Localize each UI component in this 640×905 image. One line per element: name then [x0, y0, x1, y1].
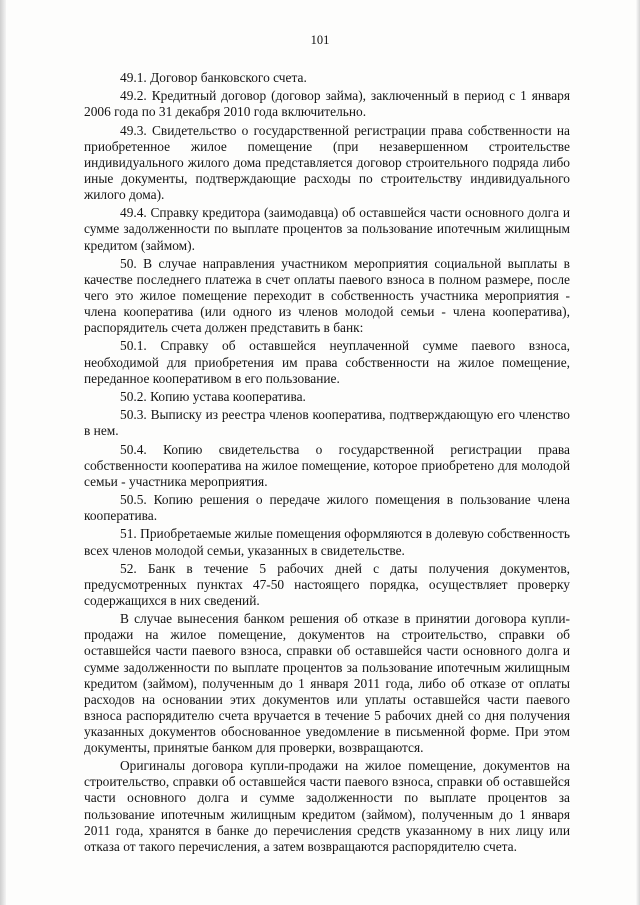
scan-edge-left: [0, 0, 6, 905]
paragraph-50-4: 50.4. Копию свидетельства о государственной регистрации права собственности кооператива на жилое помещение, которое приобретено для молодой семьи - участника мероприятия.: [84, 441, 570, 489]
paragraph-originals: Оригиналы договора купли-продажи на жилое помещение, документов на строительство, справки об оставшейся части паевого взноса, справки об оставшейся части основного долга и сумме задолженности по выплате процентов за пользование ипотечным жилищным кредитом (займом), полученным до 1 января 2011 года, хранятся в банке до перечисления средств указанному в них лицу или отказа от такого перечисления, а затем возвращаются распорядителю счета.: [84, 758, 570, 854]
paragraph-50-1: 50.1. Справку об оставшейся неуплаченной сумме паевого взноса, необходимой для приобретения им права собственности на жилое помещение, переданное кооперативом в его пользование.: [84, 338, 570, 386]
paragraph-50-2: 50.2. Копию устава кооператива.: [120, 388, 306, 404]
paragraph-49-3: 49.3. Свидетельство о государственной регистрации права собственности на приобретенное жилое помещение (при незавершенном строительстве индивидуального жилого дома представляется договор строительного подряда либо иные документы, подтверждающие расходы по строительству индивидуального жилого дома).: [84, 122, 570, 203]
paragraph-50-5: 50.5. Копию решения о передаче жилого помещения в пользование члена кооператива.: [84, 492, 570, 524]
scan-edge-right: [636, 0, 640, 905]
paragraph-51: 51. Приобретаемые жилые помещения оформляются в долевую собственность всех членов молодой семьи, указанных в свидетельстве.: [84, 526, 570, 558]
paragraph-49-2: 49.2. Кредитный договор (договор займа), заключенный в период с 1 января 2006 года по 31 декабря 2010 года включительно.: [84, 88, 570, 120]
paragraph-refusal: В случае вынесения банком решения об отказе в принятии договора купли-продажи на жилое помещение, документов на строительство, справки об оставшейся части паевого взноса, справки об оставшейся части основного долга и сумме задолженности по выплате процентов за пользование ипотечным жилищным кредитом (займом), полученным до 1 января 2011 года, либо об отказе от оплаты расходов на основании этих документов или уплаты оставшейся части паевого взноса распорядителю счета вручается в течение 5 рабочих дней со дня получения указанных документов обоснованное уведомление в письменной форме. При этом документы, принятые банком для проверки, возвращаются.: [84, 611, 570, 755]
document-body: [84, 70, 570, 857]
page-number: 101: [310, 33, 330, 47]
paragraph-50-3: 50.3. Выписку из реестра членов кооператива, подтверждающую его членство в нем.: [84, 407, 570, 439]
paragraph-49-1: 49.1. Договор банковского счета.: [120, 70, 307, 85]
paragraph-50: 50. В случае направления участником мероприятия социальной выплаты в качестве последнего платежа в счет оплаты паевого взноса в полном размере, после чего это жилое помещение переходит в собственность участника мероприятия - члена кооператива (или одного из членов молодой семьи - члена кооператива), распорядитель счета должен представить в банк:: [84, 255, 570, 336]
paragraph-49-4: 49.4. Справку кредитора (заимодавца) об оставшейся части основного долга и сумме задолженности по выплате процентов за пользование ипотечным жилищным кредитом (займом).: [84, 205, 570, 253]
paragraph-52: 52. Банк в течение 5 рабочих дней с даты получения документов, предусмотренных пунктах 47-50 настоящего порядка, осуществляет проверку содержащихся в них сведений.: [84, 560, 570, 608]
